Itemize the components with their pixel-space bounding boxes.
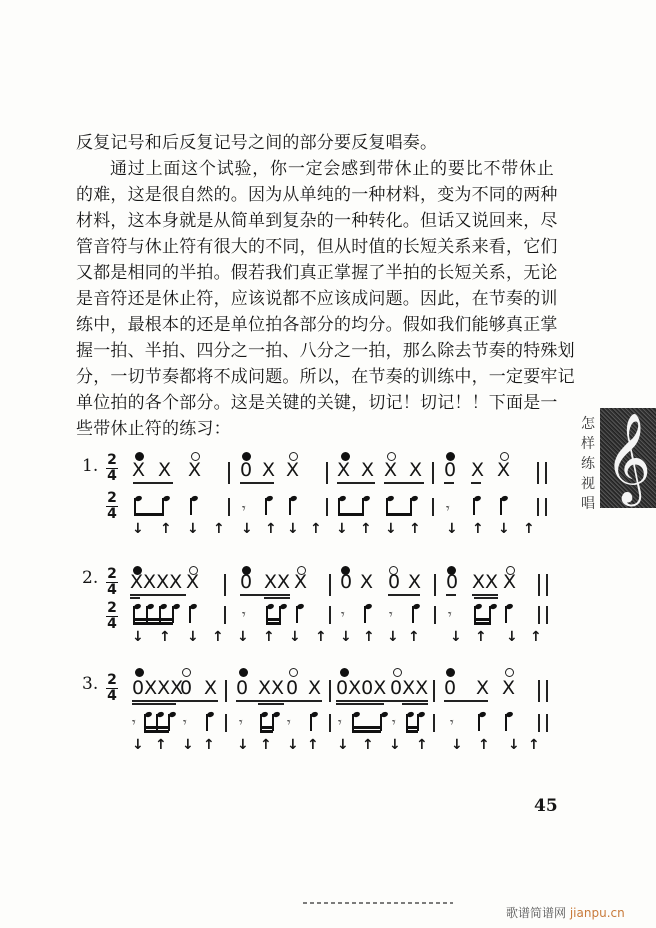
time-signature-lower xyxy=(106,602,118,631)
zero-rest: 0 xyxy=(444,459,457,481)
down-arrow-icon: ↓ xyxy=(389,737,401,753)
up-arrow-icon: ↑ xyxy=(523,521,535,537)
ts-top: 2 xyxy=(107,490,117,506)
treble-clef-icon xyxy=(600,408,656,508)
eighth-rest: 𝄾 xyxy=(287,715,291,731)
watermark-cn: 歌谱简谱网 xyxy=(506,906,567,920)
down-arrow-icon: ↓ xyxy=(237,629,249,645)
body-text xyxy=(76,130,575,442)
x-note: X xyxy=(204,677,218,699)
up-arrow-icon: ↑ xyxy=(159,629,171,645)
text-line: 通过上面这个试验，你一定会感到带休止的要比不带休止 xyxy=(110,159,554,179)
sixteenth-rest: 𝄾 xyxy=(338,715,342,731)
final-barline xyxy=(538,574,548,596)
x-note: X xyxy=(497,459,511,481)
down-arrow-icon: ↓ xyxy=(498,521,510,537)
final-barline xyxy=(538,606,548,624)
zero-rest: 0 xyxy=(340,571,353,593)
down-arrow-icon: ↓ xyxy=(506,629,518,645)
x-note: X xyxy=(308,677,322,699)
up-arrow-icon: ↑ xyxy=(416,737,428,753)
rhythm-exercise-1 xyxy=(82,452,562,542)
eighth-rest: 𝄾 xyxy=(341,607,345,623)
barline xyxy=(228,498,230,516)
text-line: 是音符还是休止符，应该说都不应该成问题。因此，在节奏的训 xyxy=(76,289,558,309)
down-arrow-icon: ↓ xyxy=(241,521,253,537)
sixteenth-rest: 𝄾 xyxy=(392,715,396,731)
final-barline xyxy=(537,462,547,484)
side-char: 唱 xyxy=(581,496,595,512)
up-arrow-icon: ↑ xyxy=(263,629,275,645)
up-arrow-icon: ↑ xyxy=(530,629,542,645)
up-arrow-icon: ↑ xyxy=(472,521,484,537)
barline xyxy=(228,462,230,484)
underline xyxy=(132,703,176,705)
page-number: 45 xyxy=(534,796,558,816)
time-signature-lower xyxy=(106,492,118,521)
down-arrow-icon: ↓ xyxy=(187,521,199,537)
x-note: X xyxy=(409,459,423,481)
zero-rest: 0 xyxy=(446,571,459,593)
barline xyxy=(329,606,331,624)
text-line: 的难，这是很自然的。因为从单纯的一种材料，变为不同的两种 xyxy=(76,185,558,205)
down-arrow-icon: ↓ xyxy=(336,521,348,537)
zero-rest: 0 xyxy=(388,571,401,593)
up-arrow-icon: ↑ xyxy=(408,629,420,645)
eighth-rest: 𝄾 xyxy=(239,715,243,731)
eighth-rest: 𝄾 xyxy=(242,607,246,623)
underline xyxy=(444,482,454,484)
text-line: 些带休止符的练习： xyxy=(76,419,231,439)
down-arrow-icon: ↓ xyxy=(289,629,301,645)
ts-bottom: 4 xyxy=(107,468,117,484)
barline xyxy=(224,606,226,624)
exercise-number: 1. xyxy=(82,456,99,476)
eighth-rest: 𝄾 xyxy=(242,501,246,517)
eighth-rest: 𝄾 xyxy=(446,501,450,517)
ts-top: 2 xyxy=(107,672,117,688)
x-group: XX xyxy=(472,571,499,593)
up-arrow-icon: ↑ xyxy=(212,629,224,645)
scan-artifact-dots xyxy=(303,902,453,904)
underline xyxy=(240,594,290,596)
time-signature xyxy=(106,568,118,597)
x-note: X xyxy=(286,459,300,481)
open-dot-icon xyxy=(505,668,514,677)
eighth-rest: 𝄾 xyxy=(450,715,454,731)
watermark xyxy=(506,904,625,921)
filled-dot-icon xyxy=(340,668,349,677)
rhythm-exercise-2 xyxy=(82,566,562,656)
ts-top: 2 xyxy=(107,452,117,468)
zero-rest: 0 xyxy=(286,677,299,699)
side-char: 样 xyxy=(581,436,595,452)
down-arrow-icon: ↓ xyxy=(132,521,144,537)
barline xyxy=(329,574,331,596)
final-barline xyxy=(538,714,548,732)
barline xyxy=(225,680,227,702)
x-note: X xyxy=(132,459,146,481)
ts-top: 2 xyxy=(107,566,117,582)
xx-group: XX xyxy=(258,677,285,699)
barline xyxy=(329,680,331,702)
zxxx-group: 0XXX xyxy=(132,677,184,699)
zero-rest: 0 xyxy=(236,677,249,699)
x-group: XXXX xyxy=(130,571,183,593)
time-signature xyxy=(106,674,118,703)
down-arrow-icon: ↓ xyxy=(446,521,458,537)
down-arrow-icon: ↓ xyxy=(287,521,299,537)
down-arrow-icon: ↓ xyxy=(450,629,462,645)
underline xyxy=(337,482,375,484)
barline xyxy=(433,680,435,702)
zero-rest: 0 xyxy=(180,677,193,699)
underline xyxy=(236,700,322,702)
down-arrow-icon: ↓ xyxy=(340,629,352,645)
underline xyxy=(258,703,284,705)
x-note: X xyxy=(262,459,276,481)
filled-dot-icon xyxy=(239,668,248,677)
open-dot-icon xyxy=(182,668,191,677)
text-line: 单位拍的各个部分。这是关键的关键，切记！切记！！下面是一 xyxy=(76,393,558,413)
down-arrow-icon: ↓ xyxy=(132,629,144,645)
watermark-en: jianpu.cn xyxy=(569,906,625,920)
side-char: 视 xyxy=(581,476,595,492)
up-arrow-icon: ↑ xyxy=(260,737,272,753)
underline xyxy=(336,700,428,702)
barline xyxy=(434,574,436,596)
underline xyxy=(444,700,488,702)
underline xyxy=(336,703,384,705)
x-note: X xyxy=(188,459,202,481)
open-dot-icon xyxy=(393,668,402,677)
clef-glyph: 𝄞 xyxy=(604,413,652,503)
down-arrow-icon: ↓ xyxy=(237,737,249,753)
underline xyxy=(130,597,140,599)
text-line: 又都是相同的半拍。假若我们真正掌握了半拍的长短关系，无论 xyxy=(76,263,558,283)
up-arrow-icon: ↑ xyxy=(360,521,372,537)
down-arrow-icon: ↓ xyxy=(132,737,144,753)
ts-bottom: 4 xyxy=(107,506,117,522)
up-arrow-icon: ↑ xyxy=(315,629,327,645)
underline xyxy=(474,597,498,599)
barline xyxy=(224,574,226,596)
underline xyxy=(133,482,173,484)
eighth-rest: 𝄾 xyxy=(448,607,452,623)
up-arrow-icon: ↑ xyxy=(528,737,540,753)
barline xyxy=(329,714,331,732)
x-note: X xyxy=(337,459,351,481)
down-arrow-icon: ↓ xyxy=(387,629,399,645)
underline xyxy=(388,594,420,596)
text-line: 分，一切节奏都将不成问题。所以，在节奏的训练中，一定要牢记 xyxy=(76,367,575,387)
underline xyxy=(264,597,290,599)
x-note: X xyxy=(471,459,485,481)
barline xyxy=(432,498,434,516)
up-arrow-icon: ↑ xyxy=(160,521,172,537)
up-arrow-icon: ↑ xyxy=(363,629,375,645)
zero-rest: 0 xyxy=(444,677,457,699)
ts-bottom: 4 xyxy=(107,688,117,704)
time-signature xyxy=(106,454,118,483)
up-arrow-icon: ↑ xyxy=(307,737,319,753)
chapter-side-tab xyxy=(578,408,656,520)
down-arrow-icon: ↓ xyxy=(508,737,520,753)
text-line: 材料，这本身就是从简单到复杂的一种转化。但话又说回来，尽 xyxy=(76,211,558,231)
rhythm-exercise-3 xyxy=(82,668,562,758)
x-note: X xyxy=(503,571,517,593)
underline xyxy=(402,703,428,705)
x-note: X xyxy=(476,677,490,699)
up-arrow-icon: ↑ xyxy=(155,737,167,753)
exercise-number: 3. xyxy=(82,674,99,694)
barline xyxy=(432,462,434,484)
side-char: 练 xyxy=(581,456,595,472)
x-note: X xyxy=(361,459,375,481)
text-line: 反复记号和后反复记号之间的部分要反复唱奏。 xyxy=(76,133,438,153)
underline xyxy=(472,594,498,596)
ts-top: 2 xyxy=(107,600,117,616)
barline xyxy=(433,714,435,732)
zxx-group: 0XX xyxy=(390,677,429,699)
filled-dot-icon xyxy=(446,668,455,677)
x-note: X xyxy=(408,571,422,593)
underline xyxy=(446,594,456,596)
up-arrow-icon: ↑ xyxy=(265,521,277,537)
up-arrow-icon: ↑ xyxy=(310,521,322,537)
filled-dot-icon xyxy=(135,668,144,677)
zero-rest: 0 xyxy=(240,571,253,593)
underline xyxy=(240,482,274,484)
x-note: X xyxy=(158,459,172,481)
x-note: X xyxy=(360,571,374,593)
x-note: X xyxy=(294,571,308,593)
barline xyxy=(225,714,227,732)
sixteenth-rest: 𝄾 xyxy=(132,715,136,731)
down-arrow-icon: ↓ xyxy=(337,737,349,753)
up-arrow-icon: ↑ xyxy=(203,737,215,753)
down-arrow-icon: ↓ xyxy=(187,629,199,645)
up-arrow-icon: ↑ xyxy=(409,521,421,537)
down-arrow-icon: ↓ xyxy=(451,737,463,753)
side-char: 怎 xyxy=(581,416,595,432)
exercise-number: 2. xyxy=(82,568,99,588)
eighth-rest: 𝄾 xyxy=(183,715,187,731)
underline xyxy=(130,594,186,596)
down-arrow-icon: ↓ xyxy=(287,737,299,753)
x-note: X xyxy=(384,459,398,481)
final-barline xyxy=(538,680,548,702)
zxzx-group: 0X0X xyxy=(336,677,387,699)
down-arrow-icon: ↓ xyxy=(385,521,397,537)
up-arrow-icon: ↑ xyxy=(362,737,374,753)
down-arrow-icon: ↓ xyxy=(182,737,194,753)
text-line: 握一拍、半拍、四分之一拍、八分之一拍，那么除去节奏的特殊划 xyxy=(76,341,575,361)
barline xyxy=(326,498,328,516)
x-group: XX xyxy=(264,571,291,593)
underline xyxy=(384,482,424,484)
up-arrow-icon: ↑ xyxy=(478,737,490,753)
underline xyxy=(471,482,481,484)
underline xyxy=(132,700,218,702)
eighth-rest: 𝄾 xyxy=(389,607,393,623)
x-note: X xyxy=(502,677,516,699)
barline xyxy=(326,462,328,484)
chapter-title-vertical xyxy=(578,414,598,514)
open-dot-icon xyxy=(289,668,298,677)
ts-bottom: 4 xyxy=(107,616,117,632)
final-barline xyxy=(537,498,547,516)
up-arrow-icon: ↑ xyxy=(475,629,487,645)
up-arrow-icon: ↑ xyxy=(213,521,225,537)
ts-bottom: 4 xyxy=(107,582,117,598)
x-note: X xyxy=(186,571,200,593)
zero-rest: 0 xyxy=(240,459,253,481)
text-line: 管音符与休止符有很大的不同，但从时值的长短关系来看，它们 xyxy=(76,237,558,257)
text-line: 练中，最根本的还是单位拍各部分的均分。假如我们能够真正掌 xyxy=(76,315,558,335)
barline xyxy=(434,606,436,624)
